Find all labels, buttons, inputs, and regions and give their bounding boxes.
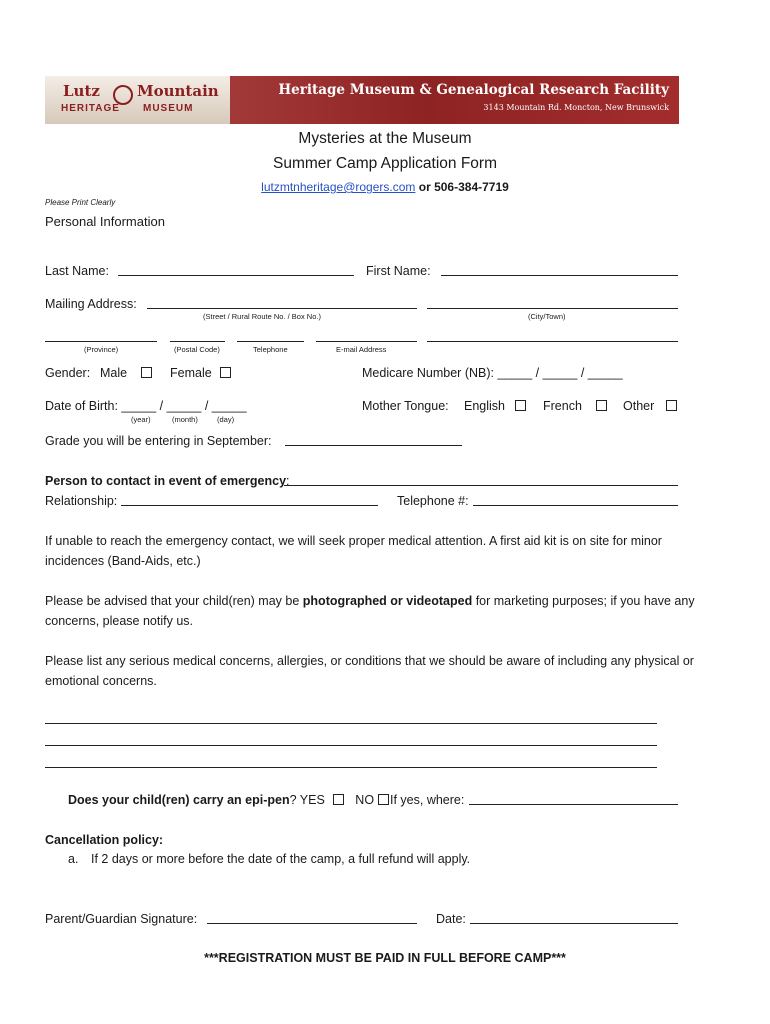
city-hint: (City/Town): [528, 312, 566, 321]
other-checkbox[interactable]: [666, 400, 677, 411]
relationship-label: Relationship:: [45, 494, 118, 508]
photo-text-c: for marketing purposes; if you have any: [472, 594, 695, 608]
medicare-field[interactable]: Medicare Number (NB): _____ / _____ / _____: [362, 366, 623, 380]
email-hint: E-mail Address: [336, 345, 387, 354]
epipen-no-label: NO: [355, 793, 375, 807]
postal-code-hint: (Postal Code): [174, 345, 220, 354]
tongue-french-option[interactable]: [543, 399, 607, 413]
gender-female-option[interactable]: [170, 366, 231, 380]
epipen-question-text: Does your child(ren) carry an epi-pen: [68, 793, 290, 807]
header-banner: [45, 76, 679, 124]
photo-paragraph-line2: concerns, please notify us.: [45, 614, 193, 628]
last-name-label: Last Name:: [45, 264, 109, 278]
grade-field[interactable]: [285, 445, 462, 446]
emergency-paragraph-line1: If unable to reach the emergency contact, we will seek proper medical attention. A first aid kit is on site for minor: [45, 534, 662, 548]
telephone-hint: Telephone: [253, 345, 288, 354]
logo-museum-text: MUSEUM: [143, 103, 194, 114]
section-heading-personal: Personal Information: [45, 214, 165, 229]
photo-paragraph-line1: [45, 594, 695, 608]
emergency-contact-label: Person to contact in event of emergency:: [45, 474, 290, 488]
other-label: Other: [623, 399, 655, 413]
emergency-contact-field[interactable]: [284, 485, 678, 486]
signature-label: Parent/Guardian Signature:: [45, 912, 198, 926]
female-label: Female: [170, 366, 212, 380]
province-field[interactable]: [45, 341, 157, 342]
telephone-field[interactable]: [237, 341, 304, 342]
cancellation-item: If 2 days or more before the date of the camp, a full refund will apply.: [91, 852, 471, 866]
dob-day-hint: (day): [217, 415, 235, 424]
dob-month-hint: (month): [172, 415, 198, 424]
signature-field[interactable]: [207, 923, 417, 924]
date-field[interactable]: [470, 923, 678, 924]
emergency-paragraph-line2: incidences (Band-Aids, etc.): [45, 554, 201, 568]
phone-number: or 506-384-7719: [418, 180, 509, 194]
logo-lutz-text: Lutz: [63, 82, 100, 100]
museum-logo: [45, 76, 230, 124]
epipen-no-checkbox[interactable]: [378, 794, 389, 805]
epipen-where-label: If yes, where:: [390, 793, 465, 807]
photo-text-a: Please be advised that your child(ren) may be: [45, 594, 303, 608]
medical-concerns-line-2[interactable]: [45, 745, 657, 746]
province-hint: (Province): [84, 345, 119, 354]
epipen-yes-label: ? YES: [289, 793, 325, 807]
emergency-contact-text: Person to contact in event of emergency: [45, 474, 287, 488]
postal-code-field[interactable]: [170, 341, 225, 342]
male-label: Male: [100, 366, 128, 380]
epipen-question: [68, 793, 389, 807]
address-extra-field[interactable]: [427, 341, 678, 342]
french-checkbox[interactable]: [596, 400, 607, 411]
gender-label: Gender:: [45, 366, 91, 380]
tongue-english-option[interactable]: [464, 399, 526, 413]
medical-concerns-line-3[interactable]: [45, 767, 657, 768]
contact-line: [0, 180, 770, 194]
facility-name: Heritage Museum & Genealogical Research Facility: [278, 82, 669, 98]
epipen-where-field[interactable]: [469, 804, 678, 805]
grade-label: Grade you will be entering in September:: [45, 434, 272, 448]
epipen-yes-checkbox[interactable]: [333, 794, 344, 805]
mailing-address-label: Mailing Address:: [45, 297, 137, 311]
medical-paragraph-line2: emotional concerns.: [45, 674, 157, 688]
facility-address: 3143 Mountain Rd. Moncton, New Brunswick: [483, 103, 669, 112]
form-subtitle: Summer Camp Application Form: [273, 155, 497, 172]
medical-paragraph-line1: Please list any serious medical concerns, allergies, or conditions that we should be aware of including any physical or: [45, 654, 694, 668]
tongue-other-option[interactable]: [623, 399, 677, 413]
first-name-field[interactable]: [441, 275, 678, 276]
dob-year-hint: (year): [131, 415, 151, 424]
medical-concerns-line-1[interactable]: [45, 723, 657, 724]
mother-tongue-label: Mother Tongue:: [362, 399, 449, 413]
date-label: Date:: [436, 912, 466, 926]
female-checkbox[interactable]: [220, 367, 231, 378]
english-checkbox[interactable]: [515, 400, 526, 411]
emergency-telephone-label: Telephone #:: [397, 494, 469, 508]
sun-icon: [113, 85, 133, 105]
street-hint: (Street / Rural Route No. / Box No.): [203, 312, 321, 321]
emergency-telephone-field[interactable]: [473, 505, 678, 506]
photo-text-bold: photographed or videotaped: [302, 594, 473, 608]
french-label: French: [543, 399, 582, 413]
logo-heritage-text: HERITAGE: [61, 103, 120, 114]
last-name-field[interactable]: [118, 275, 354, 276]
logo-mountain-text: Mountain: [137, 82, 219, 100]
relationship-field[interactable]: [121, 505, 378, 506]
street-field[interactable]: [147, 308, 417, 309]
dob-field[interactable]: Date of Birth: _____ / _____ / _____: [45, 399, 247, 413]
registration-notice: ***REGISTRATION MUST BE PAID IN FULL BEFORE CAMP***: [204, 951, 566, 965]
email-link[interactable]: lutzmtnheritage@rogers.com: [261, 180, 416, 194]
english-label: English: [464, 399, 505, 413]
cancellation-heading: Cancellation policy:: [45, 833, 164, 847]
city-field[interactable]: [427, 308, 678, 309]
print-note: Please Print Clearly: [45, 198, 116, 207]
male-checkbox[interactable]: [141, 367, 152, 378]
cancellation-item-marker: a.: [68, 852, 79, 866]
first-name-label: First Name:: [366, 264, 431, 278]
form-title: Mysteries at the Museum: [298, 130, 472, 147]
gender-male-option[interactable]: [100, 366, 152, 380]
email-field[interactable]: [316, 341, 417, 342]
